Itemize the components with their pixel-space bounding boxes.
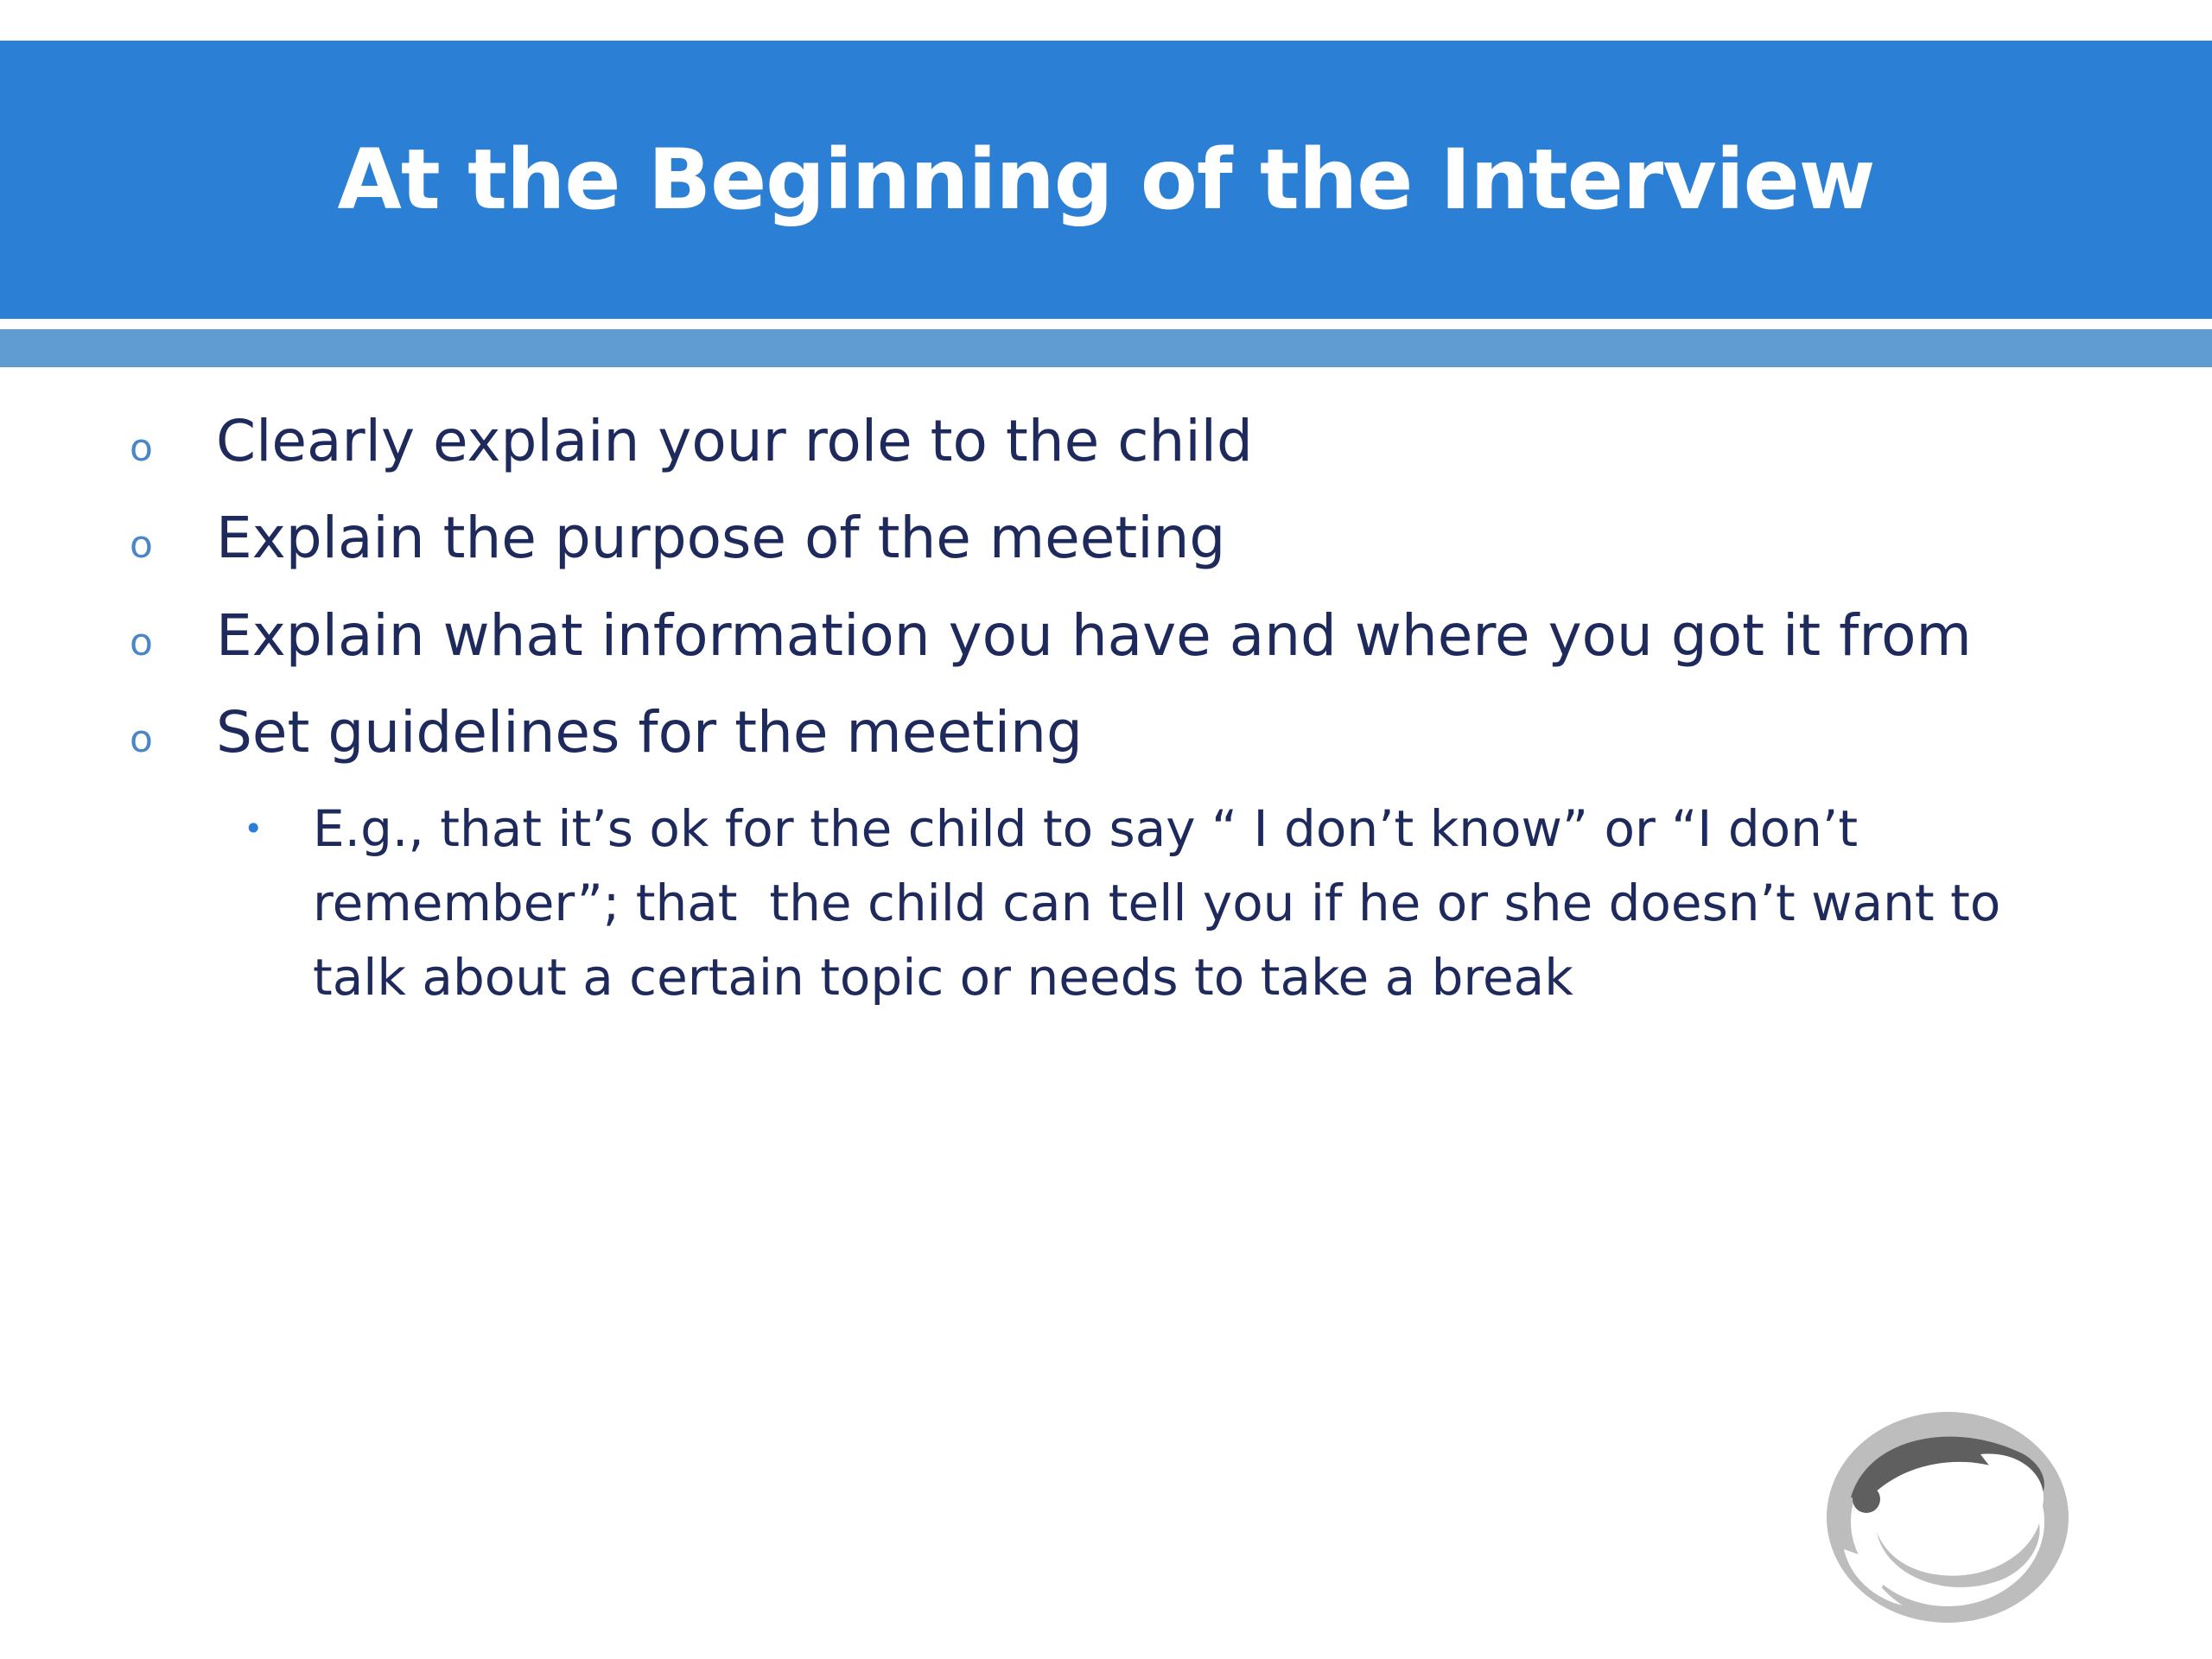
hollow-circle-bullet-icon: o	[130, 717, 153, 761]
bullet-item-1	[130, 408, 1253, 474]
bullet-text: Explain the purpose of the meeting	[216, 505, 1226, 571]
circular-arrows-logo-icon	[1816, 1402, 2079, 1632]
hollow-circle-bullet-icon: o	[130, 523, 153, 567]
hollow-circle-bullet-icon: o	[130, 620, 153, 664]
sub-bullet-text: E.g., that it’s ok for the child to say “ I don’t know” or “I don’t remember”; that the child can tell you if he or she doesn’t want to talk about a certain topic or needs to take a break	[313, 799, 2017, 1007]
slide-title: At the Beginning of the Interview	[337, 131, 1875, 228]
bullet-item-3	[130, 602, 1972, 669]
bullet-text: Set guidelines for the meeting	[216, 699, 1083, 766]
bullet-item-2	[130, 505, 1226, 571]
hollow-circle-bullet-icon: o	[130, 426, 153, 470]
accent-stripe	[0, 329, 2212, 367]
dot-bullet-icon: •	[244, 810, 264, 848]
bullet-text: Clearly explain your role to the child	[216, 408, 1253, 474]
sub-bullet-item	[244, 791, 2041, 1014]
bullet-item-4	[130, 699, 1083, 766]
title-band	[0, 41, 2212, 319]
bullet-text: Explain what information you have and where you got it from	[216, 602, 1972, 669]
